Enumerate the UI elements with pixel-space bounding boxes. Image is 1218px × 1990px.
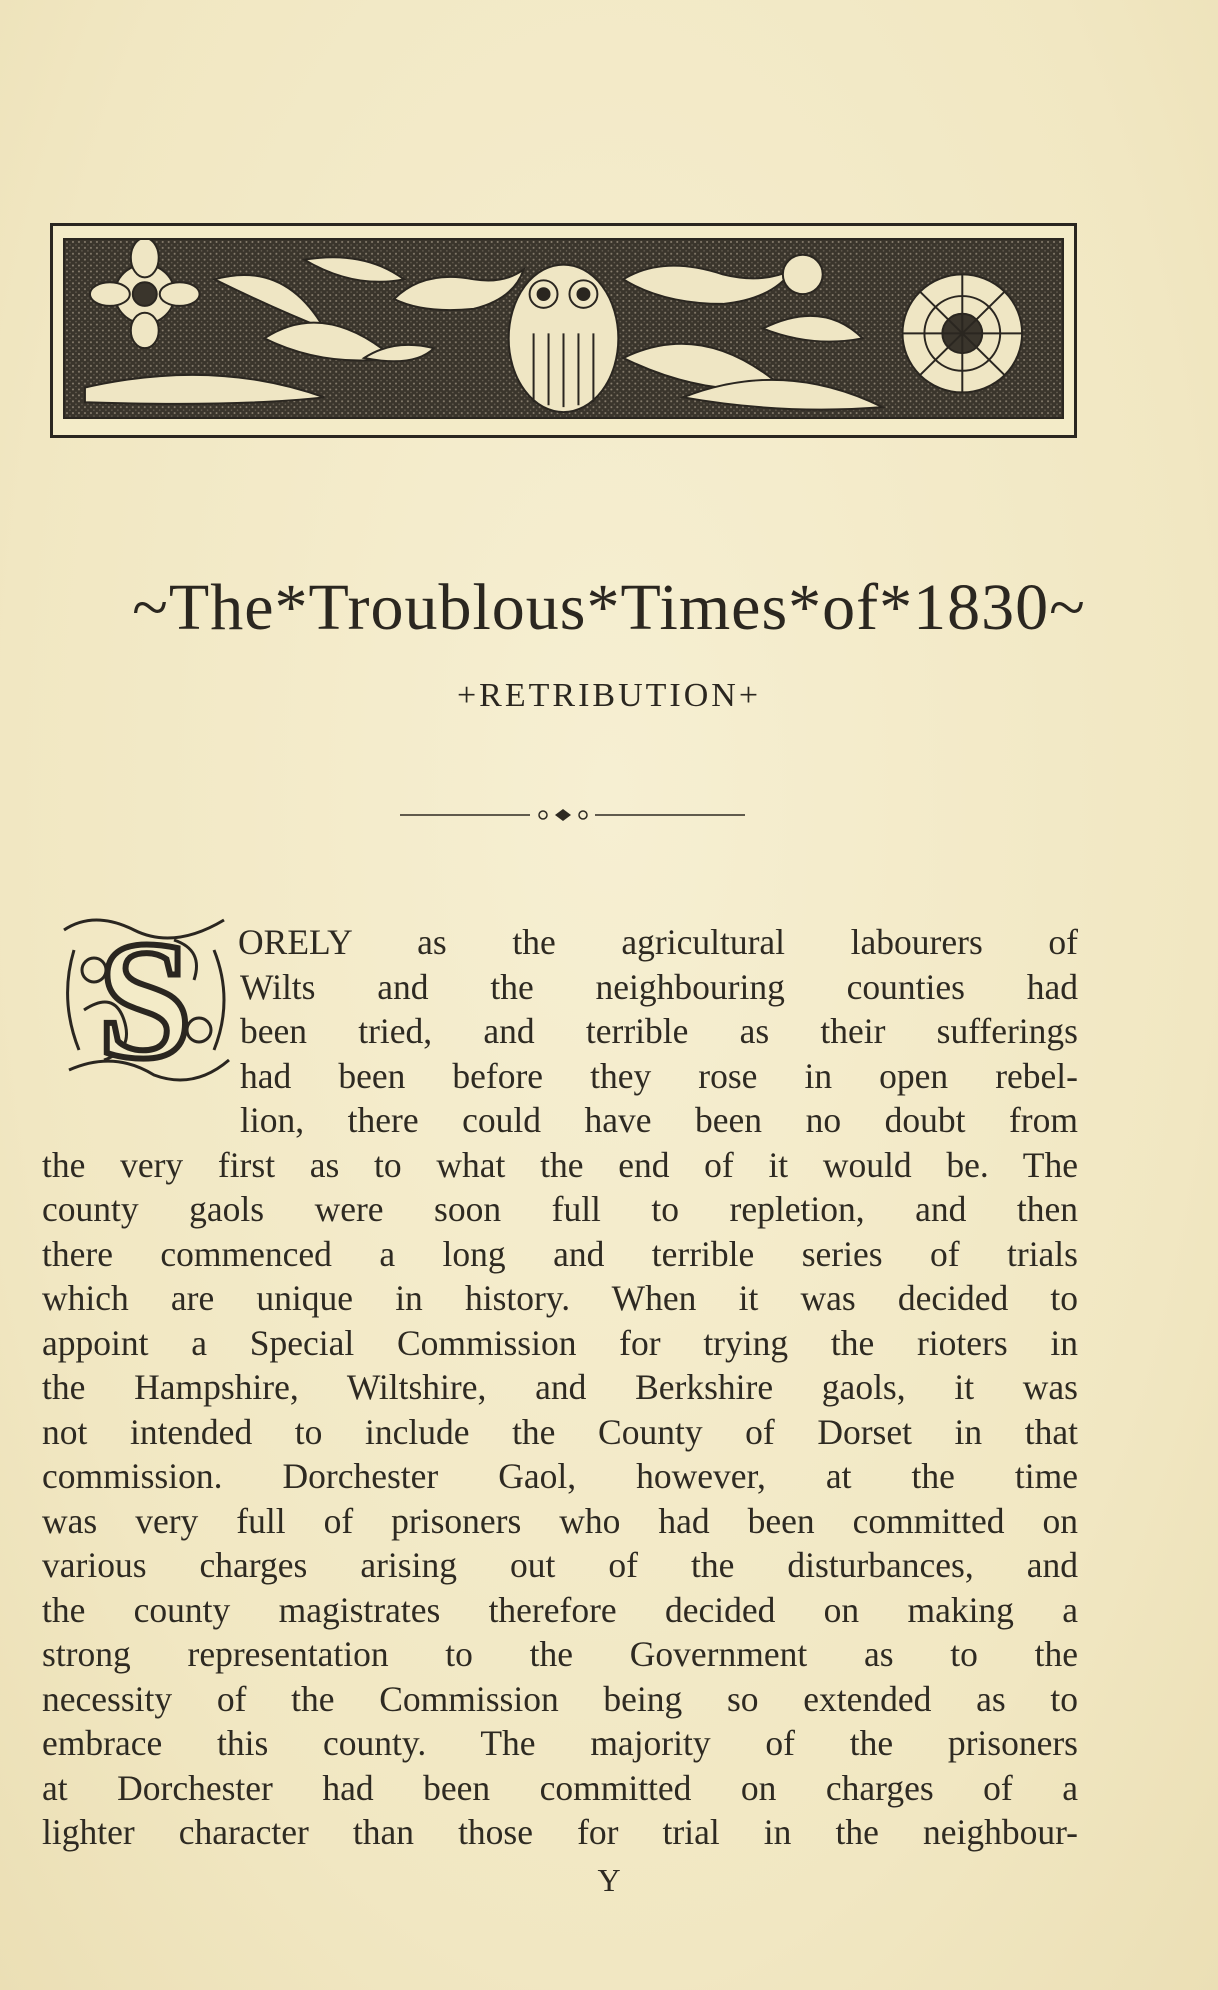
text-line: the county magistrates therefore decided on making a [42, 1589, 1078, 1630]
text-line: the Hampshire, Wiltshire, and Berkshire gaols, it was [42, 1367, 1078, 1407]
text-line: commission. Dorchester Gaol, however, at the time [42, 1456, 1078, 1496]
text-line: strong representation to the Government as to the [42, 1634, 1078, 1674]
text-line: been tried, and terrible as their sufferings [240, 1011, 1078, 1051]
text-line: there commenced a long and terrible series of trials [42, 1233, 1078, 1274]
headpiece-ornament-icon [65, 240, 1062, 417]
text-line: Wilts and the neighbouring counties had [240, 966, 1078, 1007]
text-line: various charges arising out of the disturbances, and [42, 1545, 1078, 1585]
dropcap-letter: S [97, 906, 193, 1094]
body-paragraph [42, 920, 1078, 1855]
chapter-subtitle: +RETRIBUTION+ [457, 677, 761, 714]
chapter-title: ~The*Troublous*Times*of*1830~ [132, 571, 1086, 644]
text-line: at Dorchester had been committed on charges of a [42, 1767, 1078, 1808]
text-line: county gaols were soon full to repletion, and then [42, 1189, 1078, 1229]
text-line: lion, there could have been no doubt from [240, 1100, 1078, 1140]
text-line: the very first as to what the end of it would be. The [42, 1144, 1078, 1185]
text-line: appoint a Special Commission for trying the rioters in [42, 1322, 1078, 1363]
text-line: which are unique in history. When it was decided to [42, 1278, 1078, 1318]
text-line: necessity of the Commission being so extended as to [42, 1678, 1078, 1719]
text-line: not intended to include the County of Dorset in that [42, 1411, 1078, 1452]
text-line: was very full of prisoners who had been committed on [42, 1500, 1078, 1541]
divider-rule-icon [400, 808, 745, 822]
headpiece-engraving [63, 238, 1064, 419]
text-line: embrace this county. The majority of the prisoners [42, 1723, 1078, 1763]
text-line: had been before they rose in open rebel- [240, 1055, 1078, 1096]
text-line: lighter character than those for trial in the neighbour- [42, 1812, 1078, 1852]
signature-mark: Y [597, 1862, 621, 1898]
decorative-headpiece [50, 223, 1077, 438]
text-line: ORELY as the agricultural labourers of [238, 922, 1078, 962]
